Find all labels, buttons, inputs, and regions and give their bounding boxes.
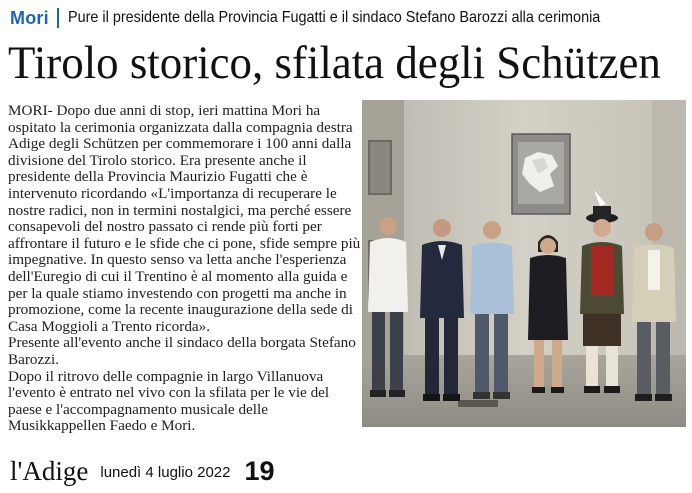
article-paragraph-3: Dopo il ritrovo delle compagnie in largo Villanuova l'evento è entrato nel vivo con la sfilata per le vie del paese e l'accompagnamento musicale delle Musikkappellen Faedo e Mori. xyxy=(8,367,330,435)
dateline: MORI xyxy=(8,102,48,119)
section-label: Mori xyxy=(10,7,49,28)
page-footer xyxy=(10,452,275,486)
kicker-divider xyxy=(57,8,59,28)
article-paragraph-2: Presente all'evento anche il sindaco della borgata Stefano Barozzi. xyxy=(8,334,356,368)
kicker-bar xyxy=(10,6,659,30)
plaque xyxy=(512,134,570,214)
photo-illustration xyxy=(362,100,686,427)
paragraph-1-text: - Dopo due anni di stop, ieri mattina Mori ha ospitato la cerimonia organizzata dalla compagnia destra Adige degli Schützen per commemorare i 100 anni dalla divisione del Tirolo storico. Era presente anche il presidente della Provincia Maurizio Fugatti che è intervenuto ricordando «L'importanza di recuperare le nostre radici, non in termini nostalgici, ma perché essere consapevoli del nostro passato ci rende più forti per affrontare il futuro e le sfide che ci pone, sfide sempre più impegnative. In questo senso va letta anche l'esperienza dell'Euregio di cui il Trentino è al momento alla guida e per la quale stiamo investendo con progetti ma anche in promozione, come la recente inaugurazione della sede di Casa Moggioli a Trento ricorda». xyxy=(8,102,361,335)
issue-date: lunedì 4 luglio 2022 xyxy=(100,464,231,481)
article-paragraph-1 xyxy=(8,103,362,335)
newspaper-logo: l'Adige xyxy=(10,456,89,486)
kicker-text: Pure il presidente della Provincia Fugatti e il sindaco Stefano Barozzi alla cerimonia xyxy=(67,9,601,26)
headline: Tirolo storico, sfilata degli Schützen xyxy=(8,37,661,89)
article-photo xyxy=(362,100,686,427)
page-number: 19 xyxy=(244,456,275,486)
article-body xyxy=(8,103,362,435)
